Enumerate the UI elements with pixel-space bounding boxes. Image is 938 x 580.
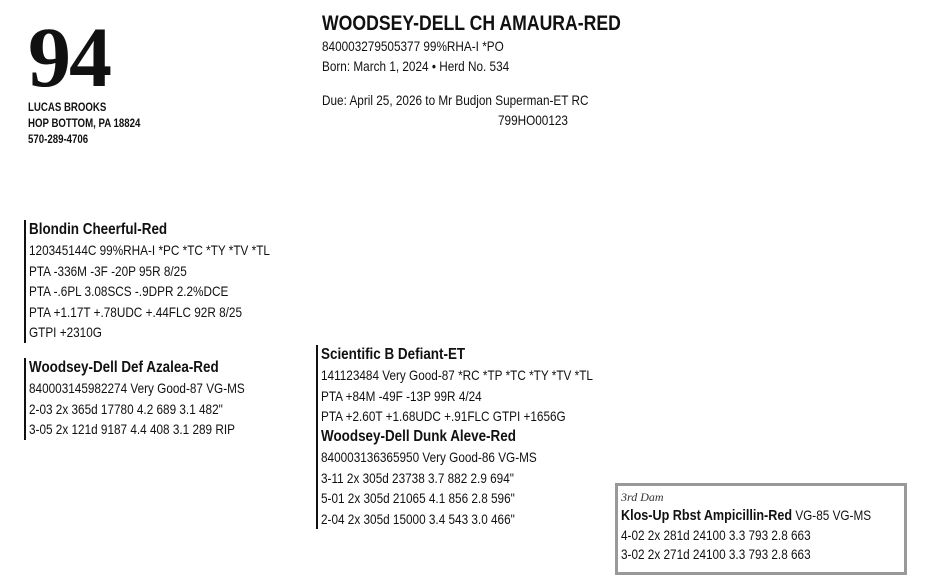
sire-entry <box>24 220 316 343</box>
sire-line: 120345144C 99%RHA-I *PC *TC *TY *TV *TL <box>29 242 270 258</box>
consignor-address: HOP BOTTOM, PA 18824 <box>28 118 141 130</box>
dam-line: 2-03 2x 365d 17780 4.2 689 3.1 482" <box>29 400 223 417</box>
animal-due: Due: April 25, 2026 to Mr Budjon Superman-ET RC <box>322 92 589 108</box>
second-dam-entry <box>316 427 578 529</box>
second-dam-line: 840003136365950 Very Good-86 VG-MS <box>321 449 537 465</box>
third-dam-label: 3rd Dam <box>621 490 664 504</box>
third-dam-line: 3-02 2x 271d 24100 3.3 793 2.8 663 <box>621 546 811 562</box>
dam-line: 3-05 2x 121d 9187 4.4 408 3.1 289 RIP <box>29 421 235 437</box>
lot-number: 94 <box>28 9 110 105</box>
dams-sire-line: 141123484 Very Good-87 *RC *TP *TC *TY *TV *TL <box>321 367 593 383</box>
dams-sire-name: Scientific B Defiant-ET <box>321 346 466 363</box>
dams-sire-line: PTA +84M -49F -13P 99R 4/24 <box>321 387 482 404</box>
sire-line: PTA -336M -3F -20P 95R 8/25 <box>29 262 187 279</box>
consignor-block <box>28 100 162 148</box>
dam-name: Woodsey-Dell Def Azalea-Red <box>29 359 219 376</box>
dams-sire-entry <box>316 345 645 427</box>
third-dam-box <box>615 483 907 575</box>
second-dam-line: 5-01 2x 305d 21065 4.1 856 2.8 596" <box>321 490 515 506</box>
dam-entry <box>24 358 286 440</box>
third-dam-line: 4-02 2x 281d 24100 3.3 793 2.8 663 <box>621 527 811 543</box>
sire-name: Blondin Cheerful-Red <box>29 221 168 238</box>
animal-born: Born: March 1, 2024 • Herd No. 534 <box>322 58 510 74</box>
dams-sire-line: PTA +2.60T +1.68UDC +.91FLC GTPI +1656G <box>321 408 566 424</box>
second-dam-line: 2-04 2x 305d 15000 3.4 543 3.0 466" <box>321 510 515 527</box>
dam-line: 840003145982274 Very Good-87 VG-MS <box>29 380 245 396</box>
third-dam-classification: VG-85 VG-MS <box>795 507 872 523</box>
sire-line: GTPI +2310G <box>29 324 102 340</box>
animal-registration: 840003279505377 99%RHA-I *PO <box>322 38 504 54</box>
consignor-phone: 570-289-4706 <box>28 134 89 146</box>
third-dam-name: Klos-Up Rbst Ampicillin-Red <box>621 507 793 524</box>
consignor-name: LUCAS BROOKS <box>28 102 107 114</box>
animal-header <box>322 12 678 130</box>
second-dam-line: 3-11 2x 305d 23738 3.7 882 2.9 694" <box>321 469 514 486</box>
sire-line: PTA -.6PL 3.08SCS -.9DPR 2.2%DCE <box>29 283 229 299</box>
animal-name: WOODSEY-DELL CH AMAURA-RED <box>322 12 621 35</box>
sire-line: PTA +1.17T +.78UDC +.44FLC 92R 8/25 <box>29 303 243 320</box>
second-dam-name: Woodsey-Dell Dunk Aleve-Red <box>321 428 516 445</box>
service-sire-reg: 799HO00123 <box>498 112 568 128</box>
